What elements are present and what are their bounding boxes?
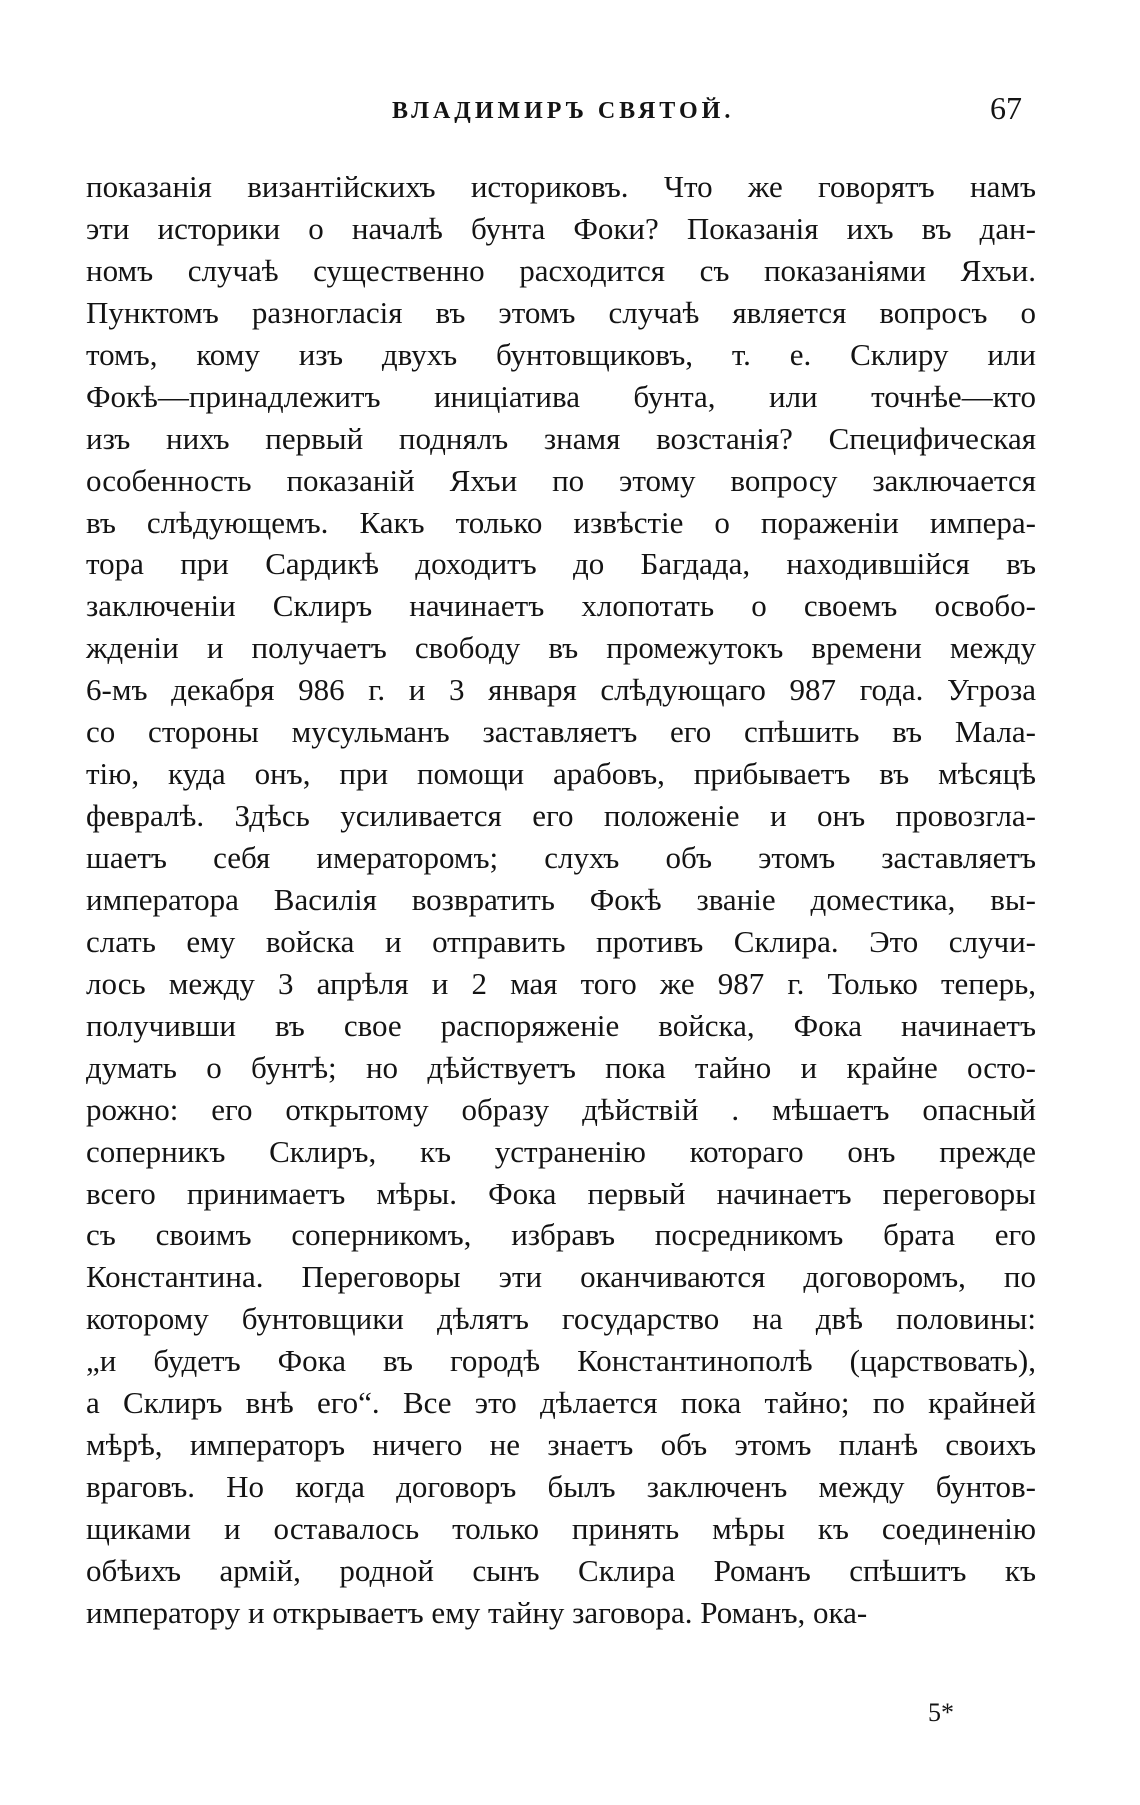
text-line: въ слѣдующемъ. Какъ только извѣстіе о пораженіи импера- <box>86 504 1036 540</box>
text-line: слать ему войска и отправить противъ Склира. Это случи- <box>86 923 1036 959</box>
text-line: съ своимъ соперникомъ, избравъ посредникомъ брата его <box>86 1217 1036 1253</box>
text-line: Пунктомъ разногласія въ этомъ случаѣ является вопросъ о <box>86 294 1036 330</box>
text-line: щиками и оставалось только принять мѣры къ соединенію <box>86 1511 1036 1546</box>
text-line: императору и открываетъ ему тайну заговора. Романъ, ока- <box>86 1594 868 1630</box>
text-line: мѣрѣ, императоръ ничего не знаетъ объ этомъ планѣ своихъ <box>86 1427 1036 1463</box>
text-line: „и будетъ Фока въ городѣ Константинополѣ (царствовать), <box>86 1343 1036 1379</box>
text-line: получивши въ свое распоряженіе войска, Фока начинаетъ <box>86 1007 1036 1043</box>
text-line: Константина. Переговоры эти оканчиваются договоромъ, по <box>86 1259 1036 1295</box>
text-line: жденіи и получаетъ свободу въ промежутокъ времени между <box>86 630 1036 666</box>
text-line: думать о бунтѣ; но дѣйствуетъ пока тайно и крайне осто- <box>86 1049 1036 1085</box>
text-line: тію, куда онъ, при помощи арабовъ, прибываетъ въ мѣсяцѣ <box>86 756 1036 792</box>
text-line: особенность показаній Яхъи по этому вопросу заключается <box>86 462 1036 498</box>
text-line: рожно: его открытому образу дѣйствій . мѣшаетъ опасный <box>86 1091 1036 1127</box>
text-line: эти историки о началѣ бунта Фоки? Показанія ихъ въ дан- <box>86 210 1036 246</box>
text-line: изъ нихъ первый поднялъ знамя возстанія? Специфическая <box>86 420 1036 456</box>
text-line: тора при Сардикѣ доходитъ до Багдада, находившійся въ <box>86 546 1036 582</box>
text-line: соперникъ Склиръ, къ устраненію котораго онъ прежде <box>86 1133 1036 1169</box>
text-line: Фокѣ—принадлежитъ иниціатива бунта, или точнѣе—кто <box>86 378 1036 414</box>
text-line: лось между 3 апрѣля и 2 мая того же 987 г. Только теперь, <box>86 965 1036 1001</box>
text-line: которому бунтовщики дѣлятъ государство на двѣ половины: <box>86 1301 1036 1337</box>
text-line: всего принимаетъ мѣры. Фока первый начинаетъ переговоры <box>86 1175 1036 1211</box>
text-line: а Склиръ внѣ его“. Все это дѣлается пока тайно; по крайней <box>86 1385 1036 1421</box>
text-line: императора Василія возвратить Фокѣ званіе доместика, вы- <box>86 881 1036 917</box>
body-text <box>86 166 1036 1634</box>
text-line: обѣихъ армій, родной сынъ Склира Романъ спѣшитъ къ <box>86 1552 1036 1588</box>
text-line: февралѣ. Здѣсь усиливается его положеніе и онъ провозгла- <box>86 798 1036 834</box>
text-line: номъ случаѣ существенно расходится съ показаніями Яхъи. <box>86 252 1036 288</box>
text-line: шаетъ себя имераторомъ; слухъ объ этомъ заставляетъ <box>86 840 1036 875</box>
signature-mark: 5* <box>928 1698 954 1727</box>
text-line: 6-мъ декабря 986 г. и 3 января слѣдующаго 987 года. Угроза <box>86 672 1036 708</box>
text-line: томъ, кому изъ двухъ бунтовщиковъ, т. е. Склиру или <box>86 336 1036 372</box>
running-title: ВЛАДИМИРЪ СВЯТОЙ. <box>392 98 735 124</box>
text-line: показанія византійскихъ историковъ. Что же говорятъ намъ <box>86 169 1036 204</box>
text-line: враговъ. Но когда договоръ былъ заключенъ между бунтов- <box>86 1469 1036 1505</box>
text-line: заключеніи Склиръ начинаетъ хлопотать о своемъ освобо- <box>86 588 1036 624</box>
text-line: со стороны мусульманъ заставляетъ его спѣшить въ Мала- <box>86 714 1036 750</box>
page-number: 67 <box>990 90 1022 126</box>
